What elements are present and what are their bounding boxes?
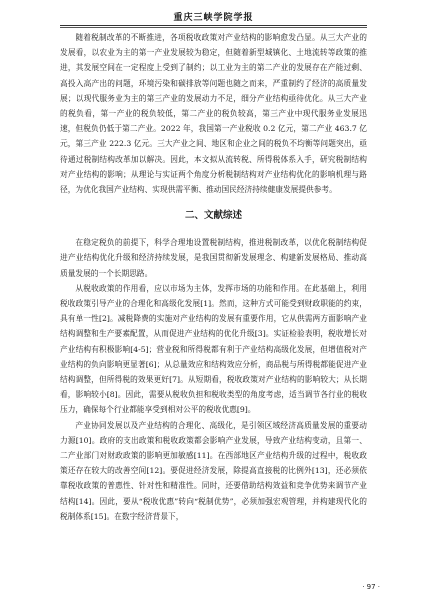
section-paragraph-2: 从税收政策的作用看，应以市场为主体，发挥市场的功能和作用。在此基础上，利用税收政策引导产业的合理化和高级化发展[1]。然而，这种方式可能受到财政职能的约束，具有单一性[2]。减税降费的实施对产业结构的发展有重要作用，它从供需两方面影响产业结构调整和生产要素配置，从而促进产业结构的优化升级[3]。实证检验表明，税收增长对产业结构有积极影响[4-5]；营业税和所得税都有利于产业结构高级化发展，但增值税对产业结构的负向影响更显著[6]；从总量效应和结构效应分析，商品税与所得税都能促进产业结构调整，但所得税的效果更好[7]。从短期看，税收政策对产业结构的影响较大；从长期看，影响较小[8]。因此，需要从税收负担和税收类型的角度考虑，适当调节各行业的税收压力，确保每个行业都能享受到相对公平的税收优惠[9]。 bbox=[60, 283, 367, 415]
running-header: 重庆三峡学院学报 bbox=[173, 13, 254, 23]
header-rule-thin bbox=[60, 27, 367, 28]
page-number: · 97 · bbox=[362, 583, 380, 591]
section-paragraph-3: 产业协同发展以及产业结构的合理化、高级化，是引领区域经济高质量发展的重要动力源[10]。政府的支出政策和税收政策都会影响产业发展，导致产业结构变动，且第一、二产业部门对财政政策的影响更加敏感[11]。在西部地区产业结构升级的过程中，税收政策还存在较大的改善空间[12]。要促进经济发展，除提高直接税的比例外[13]，还必须依靠税收政策的普惠性、针对性和精准性。同时，还要借助结构效益和竞争优势来调节产业结构[14]。因此，要从“税收优惠”转向“税制优势”，必须加强宏观管理，并构建现代化的税制体系[15]。在数字经济背景下， bbox=[60, 420, 367, 521]
header-rule bbox=[60, 25, 367, 26]
section-title: 二、文献综述 bbox=[184, 210, 242, 222]
body-text bbox=[60, 30, 367, 524]
section-paragraph-1: 在稳定税负的前提下，科学合理地设置税制结构，推进税制改革，以优化税制结构促进产业结构优化升级和经济持续发展，是我国贯彻新发展理念、构建新发展格局、推动高质量发展的一个长期思路。 bbox=[60, 238, 367, 278]
intro-paragraph: 随着税制改革的不断推进，各项税收政策对产业结构的影响愈发凸显。从三大产业的发展看，以农业为主的第一产业发展较为稳定，但随着新型城镇化、土地流转等政策的推进，其发展空间在一定程度上受到了制约；以工业为主的第二产业的发展存在产能过剩、高投入高产出的问题，环境污染和碳排放等问题也随之而来，严重制约了经济的高质量发展；以现代服务业为主的第三产业的发展动力不足，细分产业结构亟待优化。从三大产业的税负看，第一产业的税负较低，第二产业的税负较高，第三产业中现代服务业发展迅速，但税负仍低于第二产业。2022 年，我国第一产业税收 0.2 亿元，第二产业 463.7 亿元，第三产业 222.3 亿元。三大产业之间、地区和企业之间的税负不均衡等问题突出，亟待通过税制结构改革加以解决。因此，本文拟从流转税、所得税体系入手，研究税制结构对产业结构的影响；从理论与实证两个角度分析税制结构对产业结构优化的影响机理与路径，为优化我国产业结构、实现供需平衡、推动国民经济持续健康发展提供参考。 bbox=[60, 33, 367, 195]
